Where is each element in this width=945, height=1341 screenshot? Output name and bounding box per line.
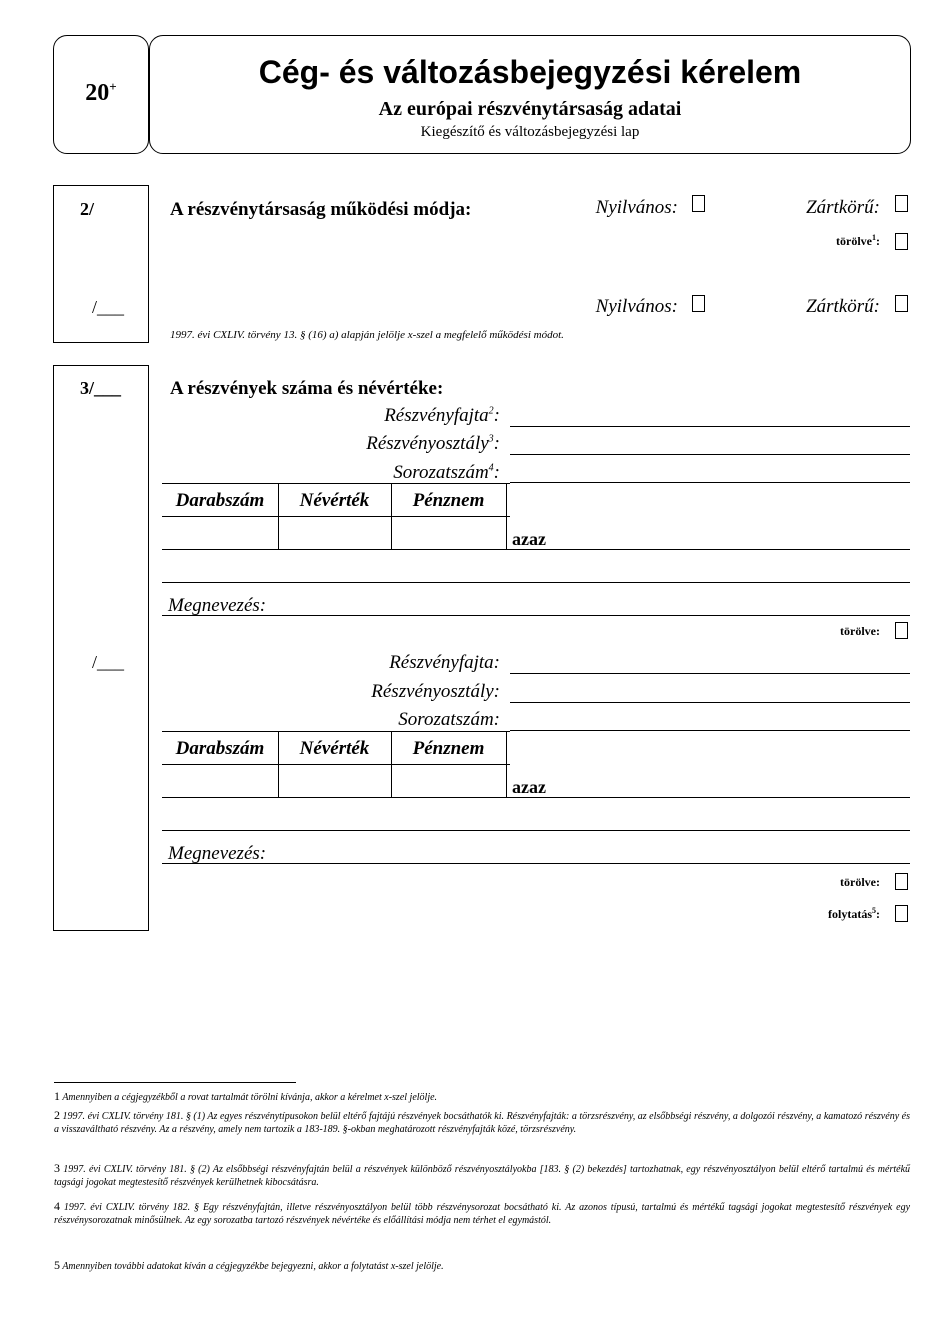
page-title: Cég- és változásbejegyzési kérelem bbox=[258, 54, 802, 90]
table2-top-line bbox=[162, 731, 510, 732]
col-currency-header: Pénznem bbox=[412, 490, 485, 511]
name-label-2: Megnevezés: bbox=[168, 843, 267, 864]
name-field[interactable] bbox=[162, 615, 910, 616]
footnote-4: 4 1997. évi CXLIV. törvény 182. § Egy részvényfajtán, illetve részvényosztályon belül több részvénysorozat bocsátható ki. Az azonos típusú, tartalmú és mértékű tagsági jogokat megtestesítő részvények egy részvénysorozatnak minősülnek. Az egy sorozatba tartozó részvények névértéke és előállítási módja nem térhet el egymástól. bbox=[54, 1199, 911, 1226]
block1-deleted-checkbox[interactable] bbox=[895, 622, 908, 639]
private-checkbox-2[interactable] bbox=[895, 295, 908, 312]
form-number: 20+ bbox=[85, 79, 117, 106]
col-currency-header-2: Pénznem bbox=[412, 738, 485, 759]
amount-words-field-2[interactable] bbox=[162, 830, 910, 831]
section2-note: 1997. évi CXLIV. törvény 13. § (16) a) alapján jelölje x-szel a megfelelő működési módot. bbox=[170, 329, 564, 341]
count-cell[interactable] bbox=[163, 518, 277, 548]
table1-divider bbox=[506, 483, 507, 549]
block2-deleted-checkbox[interactable] bbox=[895, 873, 908, 890]
sheet-type: Kiegészítő és változásbejegyzési lap bbox=[420, 124, 640, 140]
series-number-field-2[interactable] bbox=[510, 730, 910, 731]
col-nominal-header-2: Névérték bbox=[299, 738, 370, 759]
azaz-label: azaz bbox=[512, 529, 546, 549]
public-checkbox[interactable] bbox=[692, 195, 705, 212]
share-class-label: Részvényosztály$^3$: bbox=[366, 433, 500, 454]
col-count-header: Darabszám bbox=[175, 490, 265, 511]
private-checkbox[interactable] bbox=[895, 195, 908, 212]
section2-heading: A részvénytársaság működési módja: bbox=[170, 199, 472, 220]
share-type-field[interactable] bbox=[510, 426, 910, 427]
share-class-label-2: Részvényosztály: bbox=[371, 681, 500, 702]
section3-number: 3/___ bbox=[80, 378, 122, 398]
share-type-label: Részvényfajta$^2$: bbox=[384, 405, 500, 426]
footnote-3: 3 1997. évi CXLIV. törvény 181. § (2) Az elsőbbségi részvényfajtán belül a részvények különböző részvényosztályokba [183. § (2) bekezdés] tartozhatnak, egy részvényosztályon belül eltérő tartalmú és mértékű tagsági jogokat megtestesítő részvények kerülhetnek kibocsátásra. bbox=[54, 1161, 911, 1188]
section3-number-box bbox=[53, 365, 149, 931]
name-label: Megnevezés: bbox=[168, 595, 267, 616]
amount-words-field[interactable] bbox=[162, 582, 910, 583]
table1-top-line bbox=[162, 483, 510, 484]
footnote-separator bbox=[54, 1082, 296, 1083]
col-count-header-2: Darabszám bbox=[175, 738, 265, 759]
name-field-2[interactable] bbox=[162, 863, 910, 864]
series-number-label-2: Sorozatszám: bbox=[398, 709, 500, 730]
azaz-label-2: azaz bbox=[512, 777, 546, 797]
share-type-label-2: Részvényfajta: bbox=[389, 652, 500, 673]
section2-deleted-label: törölve$^1$: bbox=[836, 233, 880, 248]
currency-cell-2[interactable] bbox=[393, 766, 505, 796]
nominal-cell[interactable] bbox=[280, 518, 390, 548]
public-checkbox-2[interactable] bbox=[692, 295, 705, 312]
series-number-label: Sorozatszám$^4$: bbox=[393, 462, 500, 483]
count-cell-2[interactable] bbox=[163, 766, 277, 796]
private-label: Zártkörű: bbox=[806, 197, 880, 218]
block2-deleted-label: törölve: bbox=[840, 875, 880, 889]
block1-deleted-label: törölve: bbox=[840, 624, 880, 638]
series-number-field[interactable] bbox=[510, 482, 910, 483]
continuation-checkbox[interactable] bbox=[895, 905, 908, 922]
section3-continuation: /___ bbox=[92, 652, 125, 672]
section2-continuation: /___ bbox=[92, 297, 125, 317]
section2-number-box bbox=[53, 185, 149, 343]
section2-number: 2/ bbox=[80, 199, 95, 219]
share-class-field[interactable] bbox=[510, 454, 910, 455]
continuation-label: folytatás$^5$: bbox=[828, 906, 880, 921]
footnote-1: 1 Amennyiben a cégjegyzékből a rovat tartalmát törölni kívánja, akkor a kérelmet x-szel jelölje. bbox=[54, 1089, 438, 1103]
private-label-2: Zártkörű: bbox=[806, 296, 880, 317]
page-subtitle: Az európai részvénytársaság adatai bbox=[378, 98, 682, 120]
table2-divider bbox=[506, 731, 507, 797]
section3-heading: A részvények száma és névértéke: bbox=[170, 378, 444, 399]
table2-header-line bbox=[162, 764, 510, 765]
share-class-field-2[interactable] bbox=[510, 702, 910, 703]
nominal-cell-2[interactable] bbox=[280, 766, 390, 796]
share-type-field-2[interactable] bbox=[510, 673, 910, 674]
footnote-2: 2 1997. évi CXLIV. törvény 181. § (1) Az egyes részvénytípusokon belül eltérő fajtájú részvények bocsáthatók ki. Részvényfajták: a törzsrészvény, az elsőbbségi részvény, a dolgozói részvény, a kamatozó részvény és a visszaváltható részvény. Az a részvény, amely nem tartozik a 183-189. §-okban meghatározott részvényfajták közé, törzsrészvény. bbox=[54, 1108, 910, 1135]
section2-deleted-checkbox[interactable] bbox=[895, 233, 908, 250]
currency-cell[interactable] bbox=[393, 518, 505, 548]
table1-header-line bbox=[162, 516, 510, 517]
public-label: Nyilvános: bbox=[595, 197, 678, 218]
public-label-2: Nyilvános: bbox=[595, 296, 678, 317]
footnote-5: 5 Amennyiben további adatokat kíván a cégjegyzékbe bejegyezni, akkor a folytatást x-szel jelölje. bbox=[54, 1258, 444, 1272]
col-nominal-header: Névérték bbox=[299, 490, 370, 511]
